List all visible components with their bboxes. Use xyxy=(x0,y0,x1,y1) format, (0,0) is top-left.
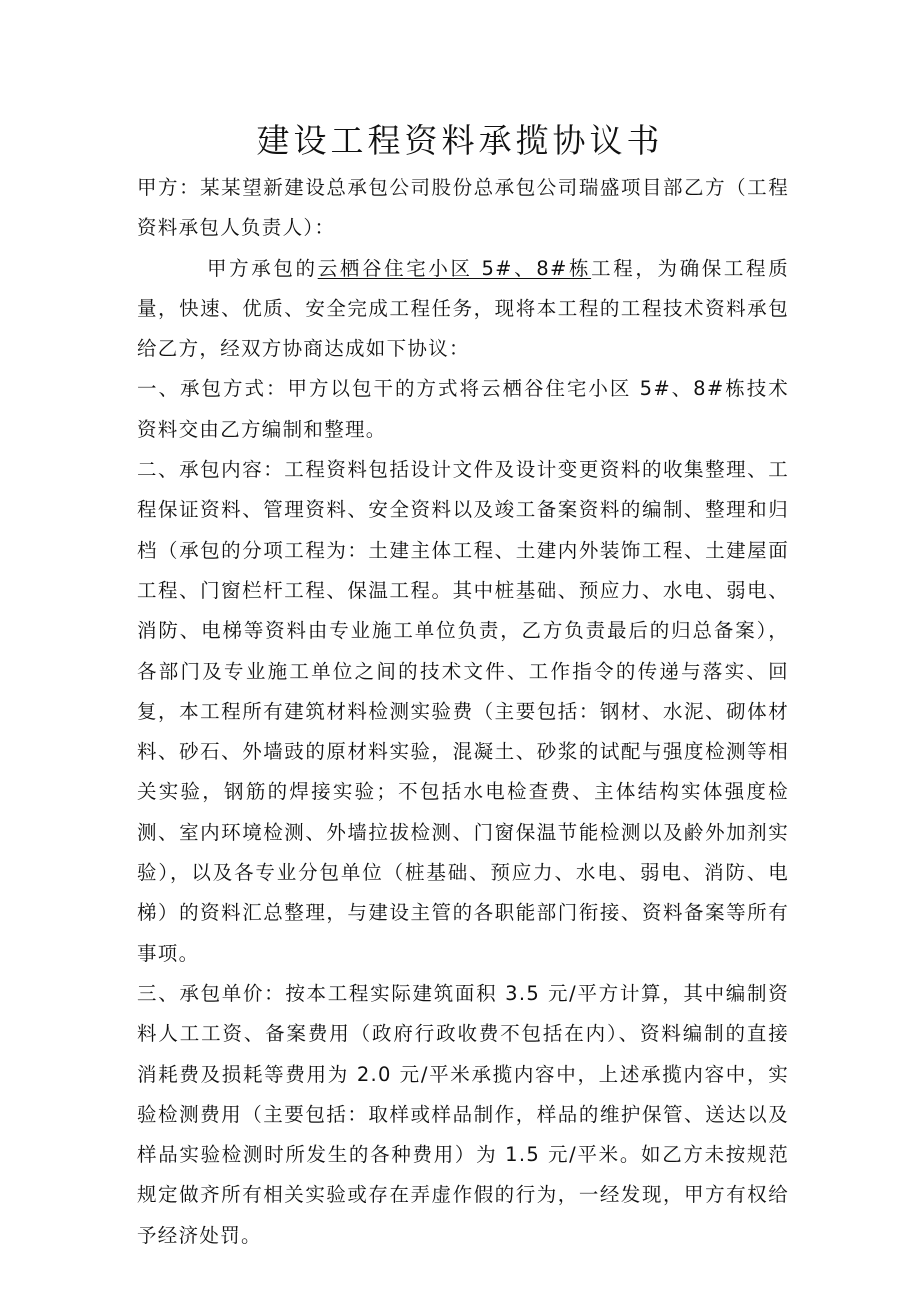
clause-3: 三、承包单价：按本工程实际建筑面积 3.5 元/平方计算，其中编制资料人工工资、备案费用（政府行政收费不包括在内）、资料编制的直接消耗费及损耗等费用为 2.0 元/平米承揽内容中，上述承揽内容中，实验检测费用（主要包括：取样或样品制作，样品的维护保管、送达以及样品实验检测时所发生的各种费用）为 1.5 元/平米。如乙方未按规范规定做齐所有相关实验或存在弄虚作假的行为，一经发现，甲方有权给予经济处罚。 xyxy=(137,981,789,1247)
intro-paragraph xyxy=(137,249,789,370)
intro-rest: 工程，为确保工程质量，快速、优质、安全完成工程任务，现将本工程的工程技术资料承包给乙方，经双方协商达成如下协议： xyxy=(137,256,789,361)
document-body xyxy=(137,168,789,1256)
parties-paragraph: 甲方：某某望新建设总承包公司股份总承包公司瑞盛项目部乙方（工程资料承包人负责人）： xyxy=(137,176,789,240)
clause-2: 二、承包内容：工程资料包括设计文件及设计变更资料的收集整理、工程保证资料、管理资料、安全资料以及竣工备案资料的编制、整理和归档（承包的分项工程为：土建主体工程、土建内外装饰工程、土建屋面工程、门窗栏杆工程、保温工程。其中桩基础、预应力、水电、弱电、消防、电梯等资料由专业施工单位负责，乙方负责最后的归总备案），各部门及专业施工单位之间的技术文件、工作指令的传递与落实、回复，本工程所有建筑材料检测实验费（主要包括：钢材、水泥、砌体材料、砂石、外墙豉的原材料实验，混凝土、砂浆的试配与强度检测等相关实验，钢筋的焊接实验；不包括水电检查费、主体结构实体强度检测、室内环境检测、外墙拉拔检测、门窗保温节能检测以及鹷外加剂实验），以及各专业分包单位（桩基础、预应力、水电、弱电、消防、电梯）的资料汇总整理，与建设主管的各职能部门衔接、资料备案等所有事项。 xyxy=(137,458,789,965)
clause-1: 一、承包方式：甲方以包干的方式将云栖谷住宅小区 5#、8#栋技术资料交由乙方编制和整理。 xyxy=(137,377,789,441)
project-name: 云栖谷住宅小区 5#、8#栋 xyxy=(317,256,592,280)
intro-lead: 甲方承包的 xyxy=(207,256,318,280)
document-title: 建设工程资料承揽协议书 xyxy=(256,121,664,160)
